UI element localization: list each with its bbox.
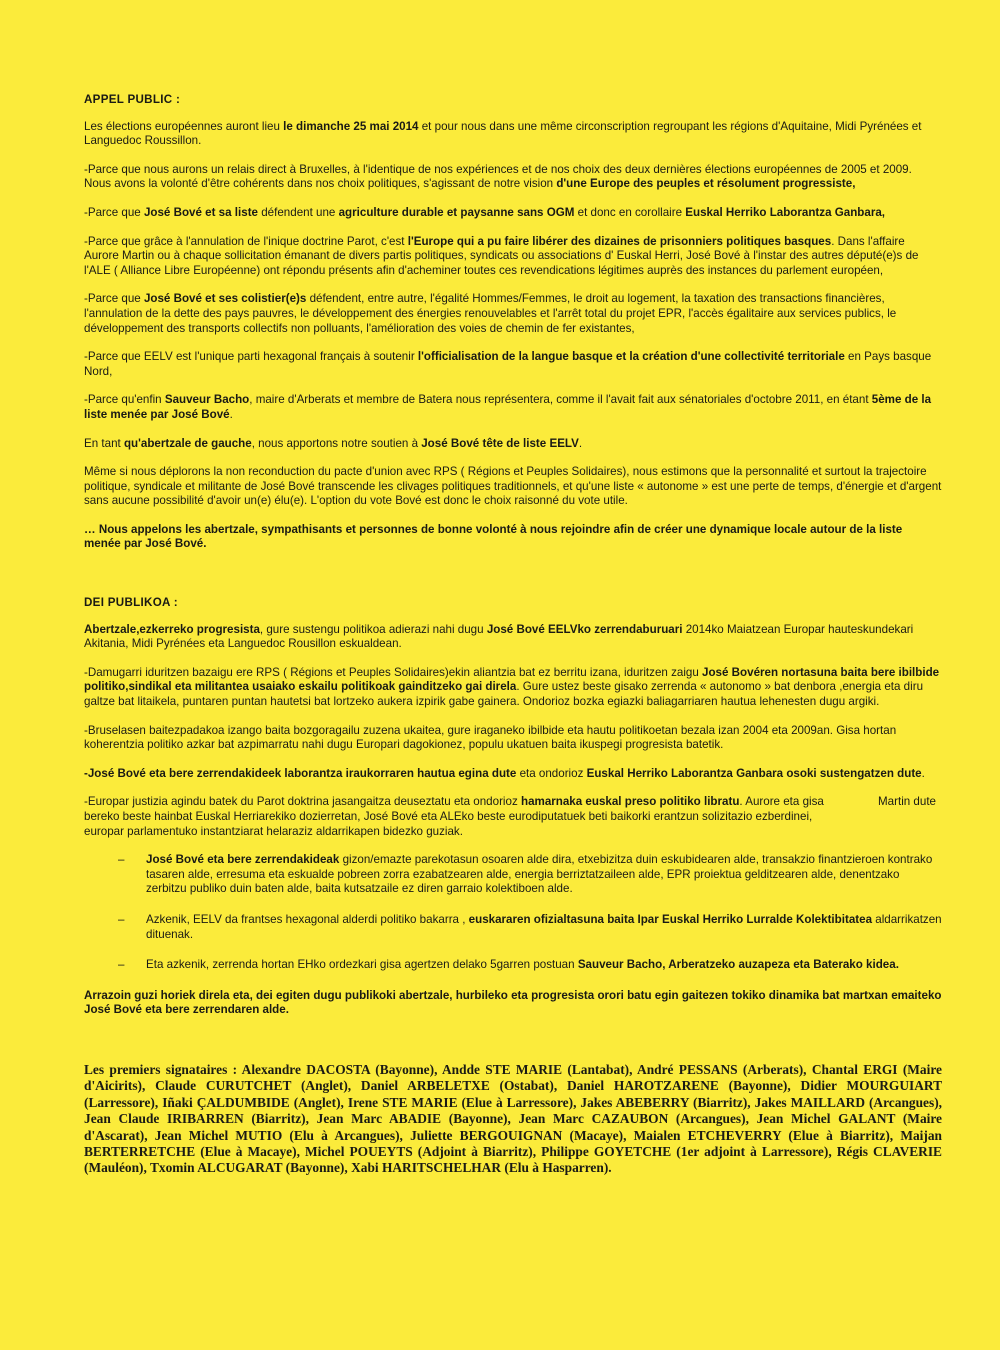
bold-text: Sauveur Bacho (164, 393, 250, 407)
bold-text: José Bové eta bere zerrendakideak (146, 853, 340, 867)
eu-paragraph-4 (84, 767, 942, 782)
fr-call-to-action (84, 523, 942, 552)
list-item (118, 958, 942, 973)
text: défendent une (258, 205, 339, 219)
list-item (118, 913, 942, 942)
text: défendent, entre autre, l'égalité Hommes/Femmes, le droit au logement, la taxation des transactions financières, l'annulation de la dette des pays pauvres, le développement des énergies renouvelables et l'arrêt total du projet EPR, l'accès égalitaire aux services publics, le développement des transports collectifs non polluants, l'amélioration des voies de chemin de fer existantes, (84, 292, 897, 335)
text: . (229, 407, 233, 421)
text: , gure sustengu politikoa adierazi nahi dugu (259, 622, 487, 636)
bold-text: José Bové et sa liste (143, 205, 259, 219)
fr-paragraph-4 (84, 235, 942, 279)
text: . Aurore eta gisa bereko beste hainbat Euskal Herriarekiko dozierretan, José Bové eta ALEko beste eurodiputatuek beti baikorki erantzun solizitazio ezberdinei, europar parlamentuko instantziarat helaraziz aldarrikapen bidezko guziak. (84, 795, 824, 838)
document-page (84, 93, 942, 1177)
eu-paragraph-5-side-words: Martin dute (878, 795, 936, 809)
bold-text: Sauveur Bacho, Arberatzeko auzapeza eta Baterako kidea. (577, 958, 899, 972)
fr-paragraph-3 (84, 206, 942, 221)
text: Azkenik, EELV da frantses hexagonal alderdi politiko bakarra , (146, 912, 469, 926)
bold-text: … Nous appelons les abertzale, sympathisants et personnes de bonne volonté à nous rejoindre afin de créer une dynamique locale autour de la liste menée par José Bové. (84, 522, 903, 551)
bold-text: qu'abertzale de gauche (123, 436, 252, 450)
fr-paragraph-2 (84, 163, 942, 192)
fr-paragraph-9: Même si nous déplorons la non reconduction du pacte d'union avec RPS ( Régions et Peuples Solidaires), nous estimons que la personnalité et surtout la trajectoire politique, syndicale et militante de José Bové transcende les clivages politiques traditionnels, et qu'une liste « autonome » est une perte de temps, d'énergie et d'argent sans aucune possibilité d'avoir un(e) élu(e). L'option du vote Bové est donc le choix raisonné du vote utile. (84, 465, 942, 508)
eu-paragraph-3: -Bruselasen baitezpadakoa izango baita bozgoragailu zuzena ukaitea, gure iraganeko ibilbide eta hautu politikoetan bezala izan 2004 eta 2009an. Gisa hortan koherentzia politiko azkar bat azpimarratu nahi dugu Europari dagokionez, populu ukatuen baita ikuspegi progresista batetik. (84, 723, 897, 752)
text: -Parce qu'enfin (84, 393, 165, 407)
bold-text: José Bovéren nortasuna baita bere ibilbide politiko,sindikal eta militantea usaiako eskailu politikoak gainditzeko gai direla (84, 665, 940, 694)
text: et donc en corollaire (574, 205, 686, 219)
text: gizon/emazte parekotasun osoaren alde dira, etxebizitza duin eskubidearen alde, transakzio finantzieroen kontrako tasaren alde, erresuma eta eskualde pobreen zorra ezabatzearen alde, energia berriztatzaileen alde, EPR proiektua gelditzearen alde, denentzako zerbitzu publiko duin baten alde, baita kutsatzaile ez diren garraio kolektiboen alde. (146, 853, 933, 896)
text: -Parce que (84, 205, 144, 219)
text: et pour nous dans une même circonscription regroupant les régions d'Aquitaine, Midi Pyrénées et Languedoc Roussillon. (84, 119, 922, 148)
eu-bullet-list (118, 853, 942, 973)
text: . (921, 766, 925, 780)
bold-text: agriculture durable et paysanne sans OGM (338, 205, 575, 219)
bold-text: Euskal Herriko Laborantza Ganbara osoki sustengatzen dute (586, 766, 922, 780)
bold-text: l'officialisation de la langue basque et la création d'une collectivité territoriale (417, 350, 845, 364)
eu-paragraph-5-text (84, 795, 842, 839)
bold-text: Euskal Herriko Laborantza Ganbara, (685, 205, 886, 219)
text: . (578, 436, 583, 450)
eu-paragraph-2 (84, 666, 942, 710)
eu-paragraph-5 (84, 795, 942, 839)
bold-text: le dimanche 25 mai 2014 (283, 119, 419, 133)
text: en Pays basque Nord, (84, 350, 932, 378)
dash-bullet: – (118, 958, 125, 972)
dei-publikoa-heading: DEI PUBLIKOA : (84, 596, 178, 610)
text: -Parce que EELV est l'unique parti hexagonal français à soutenir (84, 350, 418, 364)
text: 2014ko Maiatzean Europar hauteskundekari Akitania, Midi Pyrénées eta Languedoc Rousillon eskualdean. (84, 622, 914, 651)
text: aldarrikatzen dituenak. (146, 912, 942, 941)
dash-bullet: – (118, 912, 125, 926)
text: . Gure ustez beste gisako zerrenda « autonomo » bat denbora ,energia eta diru galtze bat litaikela, puntaren puntan hautetsi bat lortzeko aukera izpirik gabe gainera. Ondorioz bozka egiazki baliagarriaren hautua lehenesten dugu argiki. (84, 680, 924, 709)
dash-bullet: – (118, 853, 125, 867)
fr-paragraph-7 (84, 393, 942, 422)
fr-paragraph-5 (84, 292, 942, 336)
text: -Parce que grâce à l'annulation de l'inique doctrine Parot, c'est (84, 234, 408, 248)
eu-closing (84, 989, 942, 1018)
text: -Parce que nous aurons un relais direct à Bruxelles, à l'identique de nos expériences et de nos choix des deux dernières élections européennes de 2005 et 2009. Nous avons la volonté d'être cohérents dans nos choix politiques, s'agissant de notre vision (84, 162, 912, 191)
appel-public-heading: APPEL PUBLIC : (84, 93, 181, 106)
eu-paragraph-1 (84, 623, 942, 652)
bold-text: Arrazoin guzi horiek direla eta, dei egiten dugu publikoki abertzale, hurbileko eta progresista orori batu egin gaitezen tokiko dinamika bat martxan emaiteko José Bové eta bere zerrendaren alde. (84, 988, 942, 1017)
text: -Damugarri iduritzen bazaigu ere RPS ( Régions et Peuples Solidaires)ekin aliantzia bat ez berritu izana, iduritzen zaigu (84, 665, 703, 679)
bold-text: euskararen ofizialtasuna baita Ipar Euskal Herriko Lurralde Kolektibitatea (468, 912, 873, 926)
text: Eta azkenik, zerrenda hortan EHko ordezkari gisa agertzen delako 5garren postuan (146, 958, 578, 972)
text: Les élections européennes auront lieu (84, 119, 284, 133)
signatories-list: Les premiers signataires : Alexandre DACOSTA (Bayonne), Andde STE MARIE (Lantabat), André PESSANS (Arberats), Chantal ERGI (Maire d'Aicirits), Claude CURUTCHET (Anglet), Daniel ARBELETXE (Ostabat), Daniel HAROTZARENE (Bayonne), Didier MOURGUIART (Larressore), Iñaki ÇALDUMBIDE (Anglet), Irene STE MARIE (Elue à Larressore), Jakes ABEBERRY (Biarritz), Jakes MAILLARD (Arcangues), Jean Claude IRIBARREN (Biarritz), Jean Marc ABADIE (Bayonne), Jean Marc CAZAUBON (Arcangues), Jean Michel GALANT (Maire d'Ascarat), Jean Michel MUTIO (Elu à Arcangues), Juliette BERGOUIGNAN (Macaye), Maialen ETCHEVERRY (Elue à Biarritz), Maijan BERTERRETCHE (Elue à Macaye), Michel POUEYTS (Adjoint à Biarritz), Philippe GOYETCHE (1er adjoint à Larressore), Régis CLAVERIE (Mauléon), Txomin ALCUGARAT (Bayonne), Xabi HARITSCHELHAR (Elu à Hasparren). (84, 1061, 942, 1176)
list-item (118, 853, 942, 897)
fr-paragraph-6 (84, 350, 942, 379)
text: -Europar justizia agindu batek du Parot doktrina jasangaitza deuseztatu eta ondorioz (84, 795, 521, 809)
fr-paragraph-8 (84, 437, 942, 452)
text: -Parce que (84, 292, 144, 306)
bold-text: 5ème de la liste menée par José Bové (84, 393, 932, 421)
text: . Dans l'affaire Aurore Martin ou à chaque sollicitation émanant de divers partis politiques, syndicats ou associations d' Euskal Herri, José Bové à l'instar des autres député(e)s de l'ALE ( Alliance Libre Européenne) ont répondu présents afin d'acheminer toutes ces revendications légitimes auprès des instances du parlement européen, (84, 234, 919, 277)
text: eta ondorioz (516, 766, 587, 780)
bold-text: José Bové et ses colistier(e)s (143, 292, 307, 306)
text: , nous apportons notre soutien à (251, 436, 422, 450)
bold-text: José Bové tête de liste EELV (421, 436, 579, 450)
bold-text: Abertzale,ezkerreko progresista (84, 622, 260, 636)
bold-text: hamarnaka euskal preso politiko libratu (520, 795, 740, 809)
bold-text: l'Europe qui a pu faire libérer des dizaines de prisonniers politiques basques (407, 234, 832, 248)
text: , maire d'Arberats et membre de Batera nous représentera, comme il l'avait fait aux sénatoriales d'octobre 2011, en étant (249, 393, 872, 407)
bold-text: d'une Europe des peuples et résolument progressiste, (556, 177, 856, 191)
bold-text: José Bové EELVko zerrendaburuari (486, 622, 683, 636)
fr-paragraph-1 (84, 120, 942, 149)
text: En tant (84, 436, 124, 450)
bold-text: -José Bové eta bere zerrendakideek laborantza iraukorraren hautua egina dute (84, 766, 517, 780)
